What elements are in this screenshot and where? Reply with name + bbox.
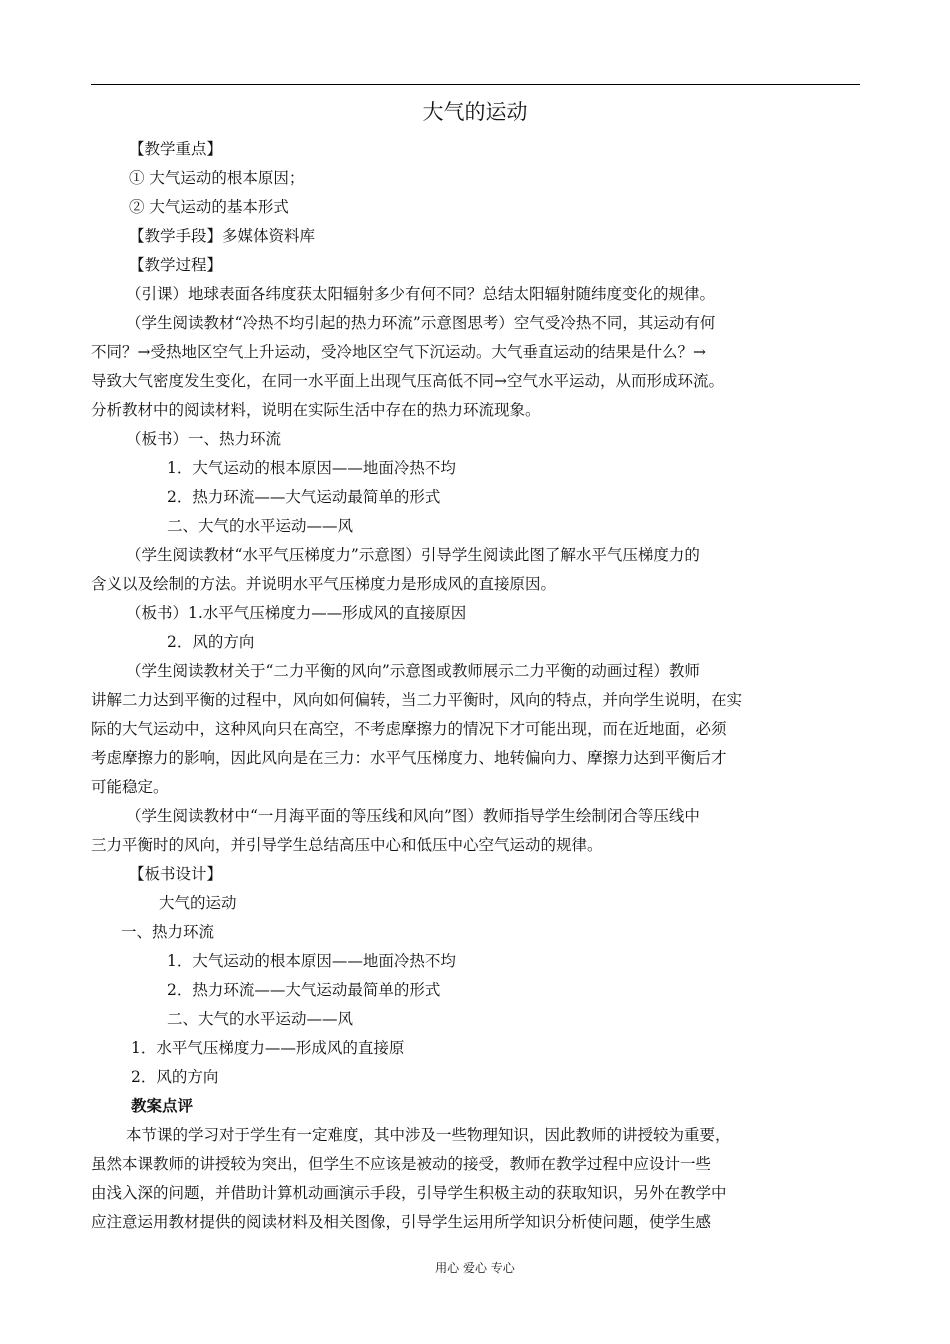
paragraph-line: 讲解二力达到平衡的过程中，风向如何偏转，当二力平衡时，风向的特点，并向学生说明，在实 [91, 691, 743, 709]
paragraph-line: 际的大气运动中，这种风向只在高空，不考虑摩擦力的情况下才可能出现，而在近地面，必须 [91, 720, 727, 738]
focus-item-1: ① 大气运动的根本原因； [129, 169, 305, 187]
paragraph-line: 考虑摩擦力的影响，因此风向是在三力：水平气压梯度力、地转偏向力、摩擦力达到平衡后才 [91, 749, 727, 767]
heading-teaching-process: 【教学过程】 [129, 256, 223, 274]
focus-item-2: ② 大气运动的基本形式 [129, 198, 289, 216]
board-design-heading-2: 二、大气的水平运动——风 [167, 1010, 354, 1028]
heading-board-design: 【板书设计】 [129, 865, 223, 883]
board-design-item: 2．风的方向 [131, 1068, 219, 1086]
header-rule [91, 84, 860, 85]
paragraph-line: 不同？→受热地区空气上升运动，受冷地区空气下沉运动。大气垂直运动的结果是什么？→ [91, 343, 706, 361]
page-footer: 用心 爱心 专心 [435, 1261, 515, 1275]
paragraph-line: 分析教材中的阅读材料，说明在实际生活中存在的热力环流现象。 [91, 401, 541, 419]
board-heading-1: （板书）一、热力环流 [126, 430, 282, 448]
board-design-item: 1．大气运动的根本原因——地面冷热不均 [167, 952, 456, 970]
paragraph-line: 含义以及绘制的方法。并说明水平气压梯度力是形成风的直接原因。 [91, 575, 557, 593]
page-title: 大气的运动 [422, 100, 528, 124]
paragraph-line: 由浅入深的问题，并借助计算机动画演示手段，引导学生积极主动的获取知识，另外在教学中 [91, 1184, 727, 1202]
heading-teaching-focus: 【教学重点】 [129, 140, 223, 158]
board-item: 1．大气运动的根本原因——地面冷热不均 [167, 459, 456, 477]
board-design-item: 2．热力环流——大气运动最简单的形式 [167, 981, 441, 999]
heading-lesson-review: 教案点评 [131, 1097, 194, 1115]
board-design-heading-1: 一、热力环流 [121, 923, 215, 941]
document-body [91, 135, 860, 1237]
paragraph-line: 本节课的学习对于学生有一定难度，其中涉及一些物理知识，因此教师的讲授较为重要， [126, 1126, 731, 1144]
paragraph-line: （学生阅读教材中“一月海平面的等压线和风向”图）教师指导学生绘制闭合等压线中 [126, 807, 700, 825]
heading-teaching-means: 【教学手段】多媒体资料库 [129, 227, 316, 245]
paragraph-line: （学生阅读教材“冷热不均引起的热力环流”示意图思考）空气受冷热不同，其运动有何 [126, 314, 716, 332]
paragraph-line: 虽然本课教师的讲授较为突出，但学生不应该是被动的接受，教师在教学过程中应设计一些 [91, 1155, 712, 1173]
board-item: （板书）1.水平气压梯度力——形成风的直接原因 [126, 604, 467, 622]
board-heading-2: 二、大气的水平运动——风 [167, 517, 354, 535]
paragraph-line: 可能稳定。 [91, 778, 169, 796]
paragraph-line: 导致大气密度发生变化，在同一水平面上出现气压高低不同→空气水平运动，从而形成环流。 [91, 372, 724, 390]
paragraph-line: 三力平衡时的风向，并引导学生总结高压中心和低压中心空气运动的规律。 [91, 836, 603, 854]
paragraph-line: （学生阅读教材“水平气压梯度力”示意图）引导学生阅读此图了解水平气压梯度力的 [126, 546, 700, 564]
board-item: 2．风的方向 [167, 633, 255, 651]
paragraph-line: （引课）地球表面各纬度获太阳辐射多少有何不同？总结太阳辐射随纬度变化的规律。 [126, 285, 716, 303]
paragraph-line: （学生阅读教材关于“二力平衡的风向”示意图或教师展示二力平衡的动画过程）教师 [126, 662, 700, 680]
board-design-item: 1．水平气压梯度力——形成风的直接原 [131, 1039, 405, 1057]
board-design-title: 大气的运动 [159, 894, 237, 912]
paragraph-line: 应注意运用教材提供的阅读材料及相关图像，引导学生运用所学知识分析使问题，使学生感 [91, 1213, 712, 1231]
board-item: 2．热力环流——大气运动最简单的形式 [167, 488, 441, 506]
